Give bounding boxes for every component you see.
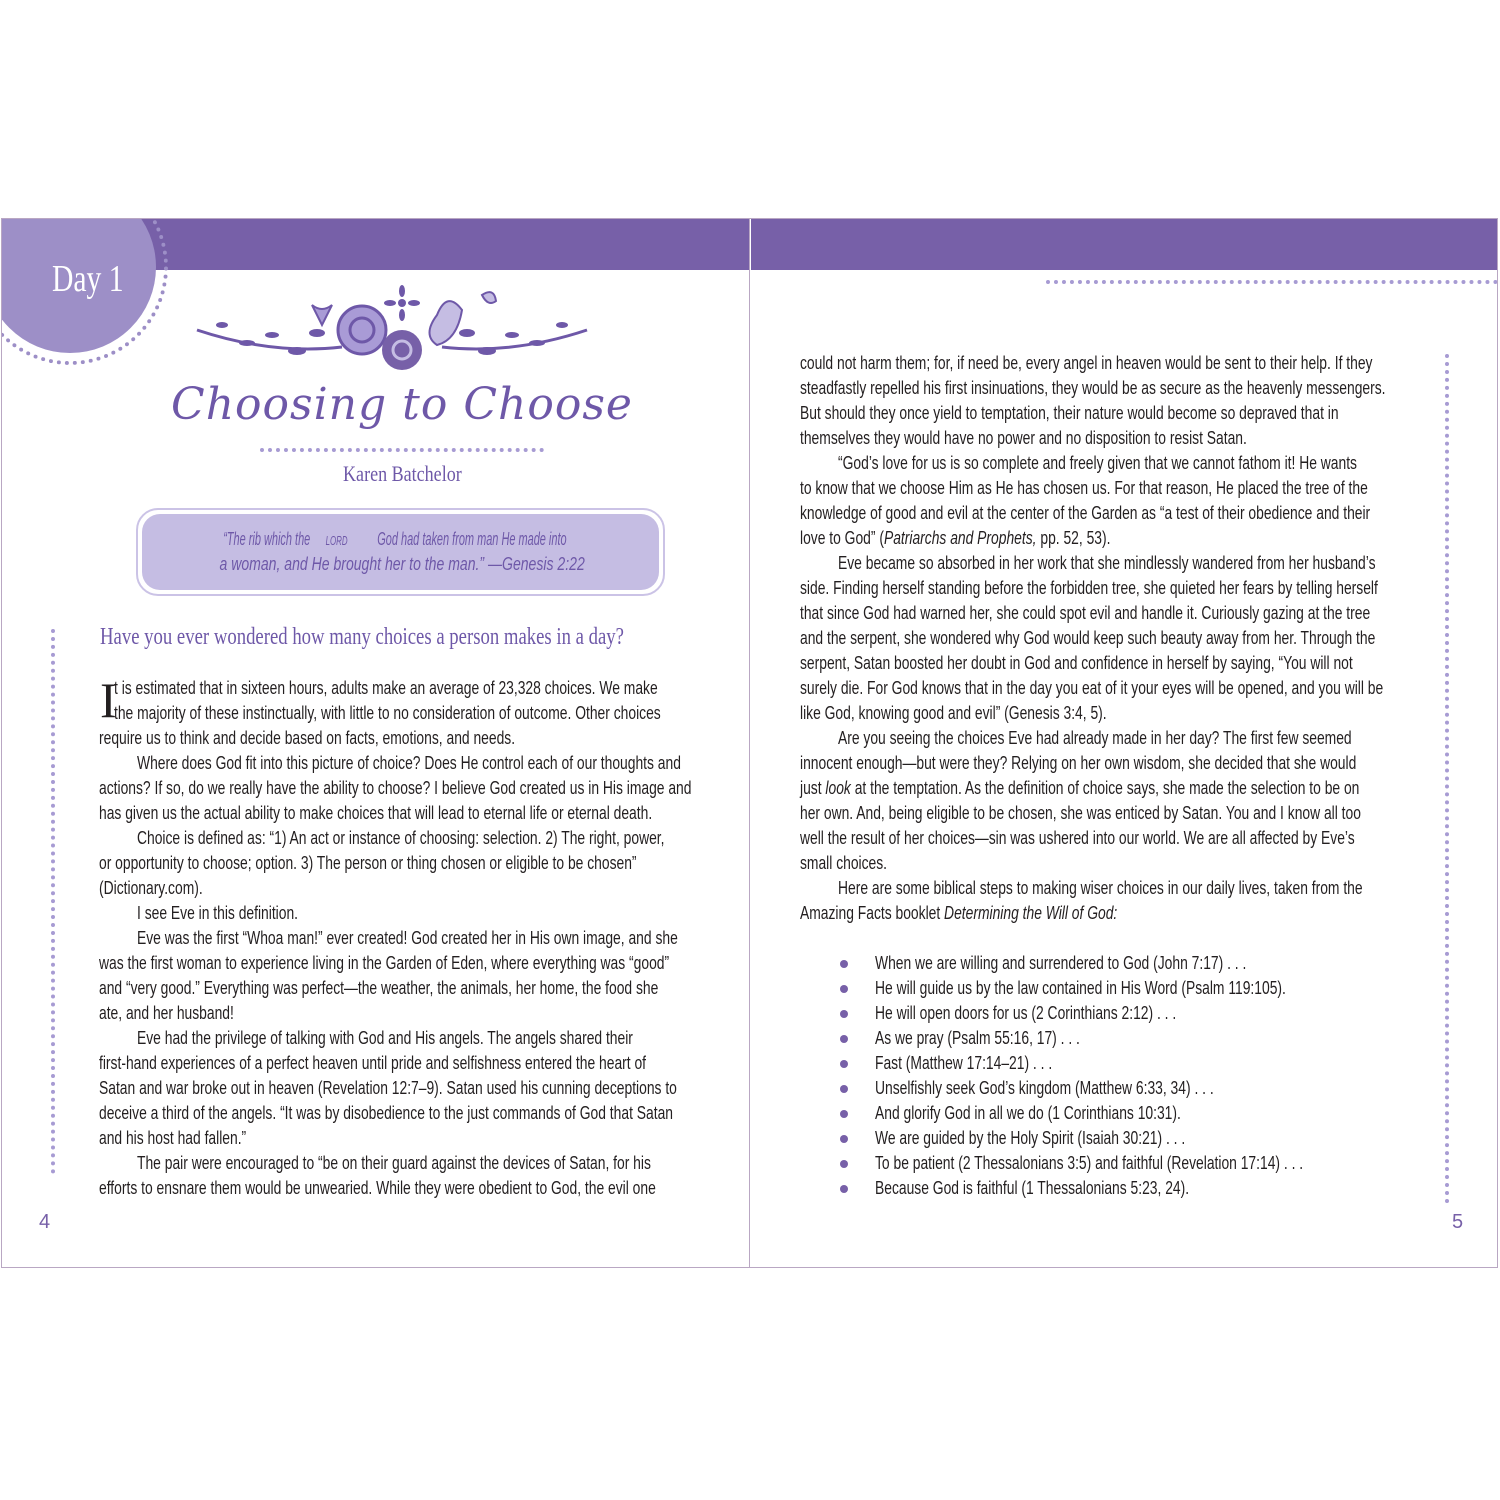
text-segment: that since God had warned her, she could spot evil and handle it. Curiously gazing at the tree: [800, 603, 1371, 623]
text-segment: require us to think and decide based on facts, emotions, and needs.: [99, 728, 516, 748]
text-line: [137, 1027, 633, 1049]
bullet-icon: [840, 1110, 848, 1118]
text-line: [800, 752, 1356, 774]
text-segment: Where does God fit into this picture of choice? Does He control each of our thoughts and: [137, 753, 681, 773]
list-item: He will open doors for us (2 Corinthians 2:12) . . .: [875, 1003, 1177, 1023]
scripture-quote-box: [136, 508, 665, 596]
page-gutter: [749, 219, 750, 1267]
text-line: [137, 902, 298, 924]
text-segment: small choices.: [800, 853, 888, 873]
text-line: [800, 902, 1117, 924]
text-segment: just: [800, 778, 826, 798]
text-segment: ate, and her husband!: [99, 1003, 234, 1023]
bullet-icon: [840, 1060, 848, 1068]
page-number-left: 4: [39, 1211, 51, 1233]
text-segment: actions? If so, do we really have the ability to choose? I believe God created us in His image and: [99, 778, 692, 798]
text-line: [838, 552, 1375, 574]
text-line: [800, 652, 1353, 674]
text-line: [800, 577, 1378, 599]
text-segment: steadfastly repelled his first insinuations, they would be as secure as the heavenly messengers.: [800, 378, 1386, 398]
text-line: [137, 1152, 651, 1174]
text-segment: Eve had the privilege of talking with God and His angels. The angels shared their: [137, 1028, 633, 1048]
text-line: [800, 602, 1370, 624]
author-text: Karen Batchelor: [342, 461, 462, 486]
text-segment: could not harm them; for, if need be, every angel in heaven would be sent to their help. If they: [800, 353, 1373, 373]
text-line: [99, 1002, 234, 1024]
text-segment: (Dictionary.com).: [99, 878, 203, 898]
bullet-icon: [840, 1010, 848, 1018]
text-segment: well the result of her choices—sin was ushered into our world. We are all affected by Eve’s: [800, 828, 1355, 848]
text-segment: serpent, Satan boosted her doubt in God and confidence in herself by saying, “You will not: [800, 653, 1353, 673]
quote-lord: LORD: [325, 533, 348, 548]
text-segment: at the temptation. As the definition of choice says, she made the selection to be on: [850, 778, 1360, 798]
text-segment: The pair were encouraged to “be on their guard against the devices of Satan, for his: [137, 1153, 651, 1173]
text-line: [99, 977, 658, 999]
text-segment: t is estimated that in sixteen hours, adults make an average of 23,328 choices. We make: [114, 678, 658, 698]
page-number-right: 5: [1452, 1211, 1464, 1233]
text-line: [99, 1077, 677, 1099]
text-segment: themselves they would have no power and no disposition to resist Satan.: [800, 428, 1247, 448]
text-segment: has given us the actual ability to make choices that will lead to eternal life or eternal death.: [99, 803, 653, 823]
text-line: [800, 352, 1372, 374]
italic-title: look: [825, 778, 851, 798]
text-segment: But should they once yield to temptation, their nature would become so depraved that in: [800, 403, 1339, 423]
quote-line-1: [138, 529, 667, 550]
bullet-icon: [840, 1085, 848, 1093]
list-item: Because God is faithful (1 Thessalonians 5:23, 24).: [875, 1178, 1190, 1198]
text-segment: and the serpent, she wondered why God would keep such beauty away from her. Through the: [800, 628, 1376, 648]
chapter-title: Choosing to Choose: [171, 379, 633, 430]
text-line: [800, 827, 1355, 849]
bullet-icon: [840, 1185, 848, 1193]
right-margin-dots: [1445, 354, 1449, 1204]
quote-line-2: [138, 554, 667, 575]
text-segment: pp. 52, 53).: [1036, 528, 1111, 548]
text-line: [99, 1127, 246, 1149]
text-segment: Here are some biblical steps to making wiser choices in our daily lives, taken from the: [838, 878, 1363, 898]
text-segment: “God’s love for us is so complete and freely given that we cannot fathom it! He wants: [838, 453, 1357, 473]
text-line: [800, 702, 1107, 724]
text-line: [114, 702, 661, 724]
author-name: [2, 461, 802, 487]
text-line: [800, 477, 1368, 499]
italic-title: Patriarchs and Prophets,: [883, 528, 1037, 548]
list-item: When we are willing and surrendered to God (John 7:17) . . .: [875, 953, 1247, 973]
text-line: [800, 852, 887, 874]
text-line: [800, 777, 1359, 799]
text-segment: was the first woman to experience living in the Garden of Eden, where everything was “good”: [99, 953, 670, 973]
text-segment: first-hand experiences of a perfect heaven until pride and selfishness entered the heart of: [99, 1053, 647, 1073]
text-line: [99, 802, 652, 824]
text-segment: Satan and war broke out in heaven (Revelation 12:7–9). Satan used his cunning deceptions to: [99, 1078, 677, 1098]
text-segment: side. Finding herself standing before the forbidden tree, she quieted her fears by telling herself: [800, 578, 1378, 598]
list-item: To be patient (2 Thessalonians 3:5) and faithful (Revelation 17:14) . . .: [875, 1153, 1304, 1173]
text-segment: efforts to ensnare them would be unwearied. While they were obedient to God, the evil one: [99, 1178, 656, 1198]
text-segment: love to God” (: [800, 528, 884, 548]
text-line: [137, 927, 678, 949]
bullet-icon: [840, 985, 848, 993]
text-line: [800, 677, 1383, 699]
text-segment: Are you seeing the choices Eve had already made in her day? The first few seemed: [838, 728, 1352, 748]
right-header-dots: [1046, 280, 1498, 284]
text-line: [137, 827, 664, 849]
text-line: [800, 377, 1386, 399]
italic-title: Determining the Will of God:: [944, 903, 1118, 923]
text-segment: to know that we choose Him as He has chosen us. For that reason, He placed the tree of the: [800, 478, 1368, 498]
text-segment: and his host had fallen.”: [99, 1128, 247, 1148]
text-line: [99, 1052, 646, 1074]
text-line: [99, 777, 691, 799]
quote-text: God had taken from man He made into: [377, 529, 568, 549]
text-segment: deceive a third of the angels. “It was by disobedience to the just commands of God that Satan: [99, 1103, 673, 1123]
text-segment: surely die. For God knows that in the day you eat of it your eyes will be opened, and you will be: [800, 678, 1384, 698]
text-line: [800, 402, 1339, 424]
text-segment: the majority of these instinctually, with little to no consideration of outcome. Other choices: [114, 703, 661, 723]
section-heading: Have you ever wondered how many choices a person makes in a day?: [100, 624, 624, 650]
quote-text: a woman, and He brought her to the man.” —Genesis 2:22: [219, 554, 586, 574]
text-line: [99, 727, 515, 749]
bullet-icon: [840, 1160, 848, 1168]
title-divider: [260, 448, 544, 452]
text-line: [800, 502, 1370, 524]
text-line: [838, 452, 1357, 474]
text-segment: her own. And, being eligible to be chosen, she was enticed by Satan. You and I know all too: [800, 803, 1361, 823]
right-header-band: [751, 219, 1498, 270]
text-line: [838, 727, 1352, 749]
text-line: [99, 1177, 656, 1199]
bullet-icon: [840, 1135, 848, 1143]
text-segment: knowledge of good and evil at the center of the Garden as “a test of their obedience and their: [800, 503, 1371, 523]
list-item: Fast (Matthew 17:14–21) . . .: [875, 1053, 1053, 1073]
text-line: [99, 852, 637, 874]
text-segment: Amazing Facts booklet: [800, 903, 945, 923]
book-spread: [1, 218, 1498, 1268]
drop-cap: I: [100, 672, 117, 728]
text-line: [114, 677, 658, 699]
text-line: [800, 427, 1247, 449]
quote-fill: [142, 514, 659, 590]
list-item: We are guided by the Holy Spirit (Isaiah 30:21) . . .: [875, 1128, 1186, 1148]
text-line: [137, 752, 681, 774]
list-item: And glorify God in all we do (1 Corinthians 10:31).: [875, 1103, 1181, 1123]
left-margin-dots: [51, 629, 55, 1174]
text-line: [99, 877, 203, 899]
text-line: [99, 952, 669, 974]
text-segment: and “very good.” Everything was perfect—the weather, the animals, her home, the food she: [99, 978, 659, 998]
list-item: As we pray (Psalm 55:16, 17) . . .: [875, 1028, 1080, 1048]
text-segment: Choice is defined as: “1) An act or instance of choosing: selection. 2) The right, power,: [137, 828, 665, 848]
day-label: Day 1: [52, 258, 124, 300]
text-segment: Eve was the first “Whoa man!” ever created! God created her in His own image, and she: [137, 928, 678, 948]
bullet-icon: [840, 1035, 848, 1043]
text-line: [800, 627, 1375, 649]
bullet-icon: [840, 960, 848, 968]
list-item: Unselfishly seek God’s kingdom (Matthew 6:33, 34) . . .: [875, 1078, 1214, 1098]
text-line: [838, 877, 1363, 899]
text-segment: I see Eve in this definition.: [137, 903, 299, 923]
list-item: He will guide us by the law contained in His Word (Psalm 119:105).: [875, 978, 1286, 998]
text-segment: Eve became so absorbed in her work that she mindlessly wandered from her husband’s: [838, 553, 1376, 573]
text-segment: innocent enough—but were they? Relying on her own wisdom, she decided that she would: [800, 753, 1357, 773]
text-segment: like God, knowing good and evil” (Genesis 3:4, 5).: [800, 703, 1107, 723]
quote-text: “The rib which the: [223, 529, 311, 549]
text-segment: or opportunity to choose; option. 3) The person or thing chosen or eligible to be chosen”: [99, 853, 637, 873]
text-line: [800, 802, 1361, 824]
text-line: [800, 527, 1110, 549]
floral-ornament-icon: [192, 285, 592, 385]
text-line: [99, 1102, 673, 1124]
